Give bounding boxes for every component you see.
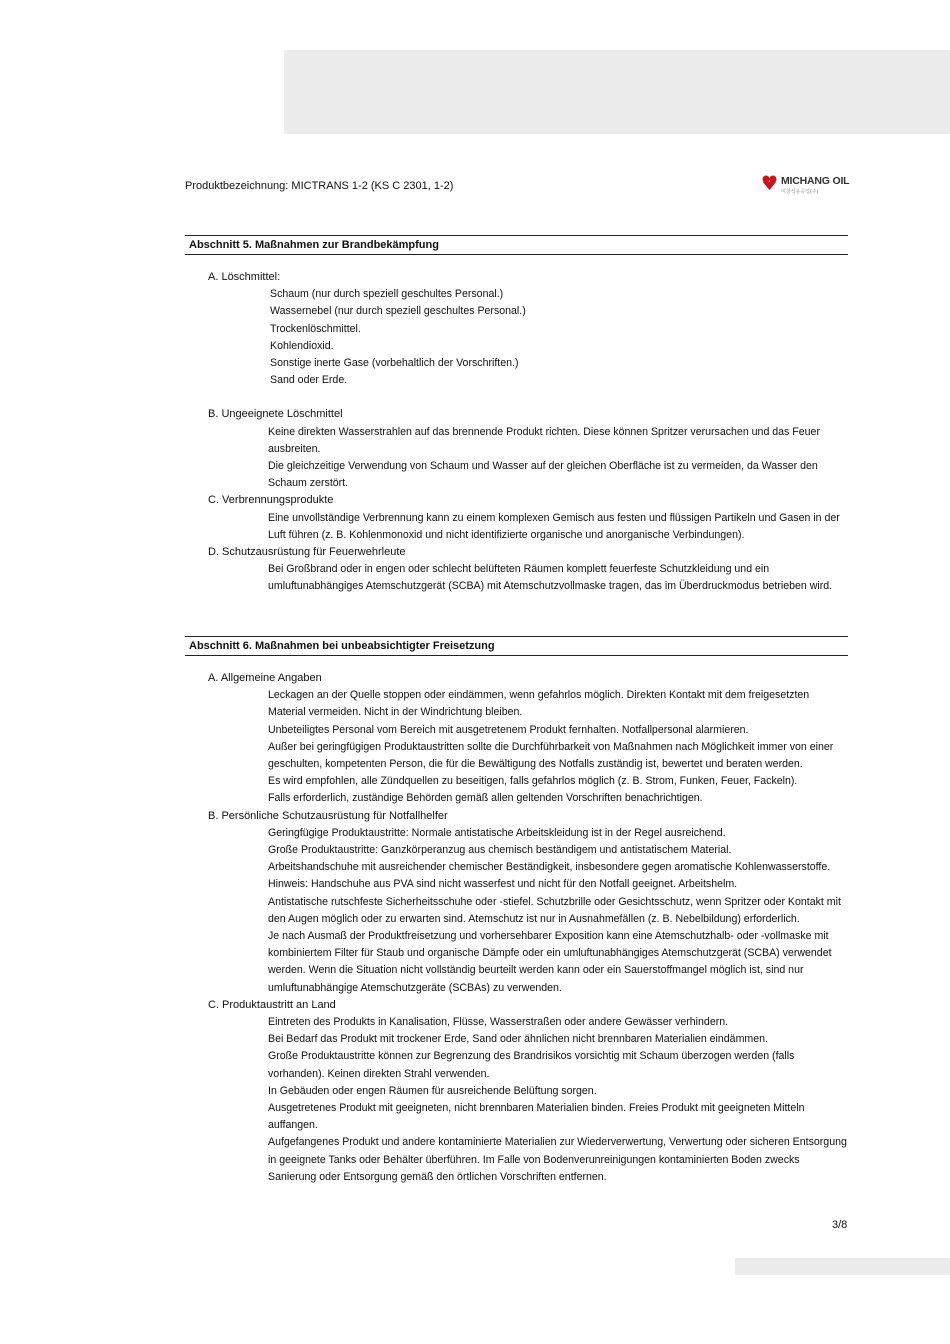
subsection-title: C. Verbrennungsprodukte [208, 494, 334, 507]
logo-text: MICHANG OIL [781, 175, 850, 187]
logo-mark-icon [761, 174, 778, 191]
body-line: Ausgetretenes Produkt mit geeigneten, nicht brennbaren Materialien binden. Freies Produkt mit geeigneten Mitteln auffangen. [268, 1102, 805, 1132]
body-line: Unbeteiligtes Personal vom Bereich mit ausgetretenem Produkt fernhalten. Notfallpersonal alarmieren. [268, 723, 749, 736]
subsection-title: A. Löschmittel: [208, 271, 281, 283]
body-line: Bei Großbrand oder in engen oder schlecht belüfteten Räumen komplett feuerfeste Schutzkleidung und ein umluftunabhängiges Atemschutzgerät (SCBA) mit Atemschutzvollmaske tragen, das im Überdruckmodus betrieben wird. [268, 563, 833, 593]
subsection-title: A. Allgemeine Angaben [208, 672, 322, 684]
body-line: Außer bei geringfügigen Produktaustritten sollte die Durchführbarkeit von Maßnahmen nach Möglichkeit immer von einer geschulten, kompetenten Person, die für die Bewältigung des Notfalls zuständig ist, bewertet und beraten werden. [268, 740, 834, 770]
body-line: Es wird empfohlen, alle Zündquellen zu beseitigen, falls gefahrlos möglich (z. B. Strom, Funken, Feuer, Fackeln). [268, 775, 798, 788]
subsection-5b [185, 406, 848, 492]
page-number: 3/8 [832, 1219, 848, 1231]
subsection-body [185, 1014, 848, 1186]
body-line: Hinweis: Handschuhe aus PVA sind nicht wasserfest und nicht für den Notfall geeignet. Arbeitshelm. [268, 878, 738, 891]
body-line: Aufgefangenes Produkt und andere kontaminierte Materialien zur Wiederverwertung, Verwertung oder sicheren Entsorgung in geeignete Tanks oder Behälter überführen. Im Falle von Bodenverunreinigungen kontaminierten Boden zwecks Sanierung oder Entsorgung gemäß den örtlichen Vorschriften entfernen. [268, 1136, 847, 1183]
body-line: Arbeitshandschuhe mit ausreichender chemischer Beständigkeit, insbesondere gegen aromatische Kohlenwasserstoffe. [268, 861, 831, 874]
subsection-body [185, 687, 848, 807]
body-line: Sand oder Erde. [270, 374, 348, 387]
subsection-5a [185, 269, 848, 389]
body-line: Große Produktaustritte: Ganzkörperanzug aus chemisch beständigem und antistatischem Material. [268, 844, 732, 856]
body-line: Antistatische rutschfeste Sicherheitsschuhe oder -stiefel. Schutzbrille oder Gesichtsschutz, wenn Spritzer oder Kontakt mit den Augen möglich oder zu erwarten sind. Atemschutz ist nur in Ausnahmefällen (z. B. Nebelbildung) erforderlich. [268, 895, 841, 925]
body-line: Sonstige inerte Gase (vorbehaltlich der Vorschriften.) [270, 357, 519, 369]
body-line: Falls erforderlich, zuständige Behörden gemäß allen geltenden Vorschriften benachrichtigen. [268, 792, 703, 805]
subsection-6b [185, 808, 848, 997]
body-line: Bei Bedarf das Produkt mit trockener Erde, Sand oder ähnlichen nicht brennbaren Materialien eindämmen. [268, 1033, 768, 1046]
body-line: In Gebäuden oder engen Räumen für ausreichende Belüftung sorgen. [268, 1084, 597, 1097]
company-logo [761, 174, 851, 198]
body-line: Schaum (nur durch speziell geschultes Personal.) [270, 288, 504, 301]
subsection-5c [185, 492, 848, 544]
subsection-body [185, 561, 848, 595]
body-line: Eintreten des Produkts in Kanalisation, Flüsse, Wasserstraßen oder andere Gewässer verhindern. [268, 1016, 729, 1029]
body-line: Wassernebel (nur durch speziell geschultes Personal.) [270, 305, 526, 318]
subsection-title: C. Produktaustritt an Land [208, 998, 336, 1011]
body-line: Je nach Ausmaß der Produktfreisetzung und vorhersehbarer Exposition kann eine Atemschutzhalb- oder -vollmaske mit kombiniertem Filter für Staub und organische Dämpfe oder ein umluftunabhängiges Atemschutzgerät (SCBA) verwendet werden. Wenn die Situation nicht vollständig beurteilt werden kann oder ein Sauerstoffmangel möglich ist, sind nur umluftunabhängige Atemschutzgeräte (SCBAs) zu verwenden. [268, 930, 832, 994]
section-6-heading: Abschnitt 6. Maßnahmen bei unbeabsichtigter Freisetzung [185, 636, 848, 656]
subsection-body [185, 286, 848, 389]
product-label: Produktbezeichnung: MICTRANS 1-2 (KS C 2301, 1-2) [185, 180, 454, 192]
header-gray-band [284, 50, 950, 134]
subsection-title: B. Ungeeignete Löschmittel [208, 408, 343, 421]
body-line: Die gleichzeitige Verwendung von Schaum und Wasser auf der gleichen Oberfläche ist zu vermeiden, da Wasser den Schaum zerstört. [268, 460, 818, 490]
body-line: Leckagen an der Quelle stoppen oder eindämmen, wenn gefahrlos möglich. Direkten Kontakt mit dem freigesetzten Material vermeiden. Nicht in der Windrichtung bleiben. [268, 689, 810, 719]
body-line: Trockenlöschmittel. [270, 322, 361, 335]
body-line: Eine unvollständige Verbrennung kann zu einem komplexen Gemisch aus festen und flüssigen Partikeln und Gasen in der Luft führen (z. B. Kohlenmonoxid und nicht identifizierte organische und anorganische Verbindungen). [268, 511, 840, 541]
subsection-body [185, 825, 848, 997]
section-5-heading: Abschnitt 5. Maßnahmen zur Brandbekämpfung [185, 235, 848, 255]
section-6 [185, 636, 848, 1186]
logo-subtext: 미창석유공업(주) [781, 189, 819, 195]
footer-gray-band [735, 1258, 950, 1275]
subsection-title: D. Schutzausrüstung für Feuerwehrleute [208, 546, 406, 558]
body-line: Große Produktaustritte können zur Begrenzung des Brandrisikos vorsichtig mit Schaum überzogen werden (falls vorhanden). Keinen direkten Strahl verwenden. [268, 1050, 795, 1080]
subsection-body [185, 424, 848, 493]
subsection-5d [185, 544, 848, 596]
body-line: Keine direkten Wasserstrahlen auf das brennende Produkt richten. Diese können Spritzer verursachen und das Feuer ausbreiten. [268, 425, 820, 455]
subsection-6a [185, 670, 848, 808]
subsection-title: B. Persönliche Schutzausrüstung für Notfallhelfer [208, 809, 448, 822]
section-5 [185, 235, 848, 596]
subsection-body [185, 510, 848, 544]
body-line: Kohlendioxid. [270, 339, 334, 352]
body-line: Geringfügige Produktaustritte: Normale antistatische Arbeitskleidung ist in der Regel ausreichend. [268, 826, 726, 839]
subsection-6c [185, 997, 848, 1186]
